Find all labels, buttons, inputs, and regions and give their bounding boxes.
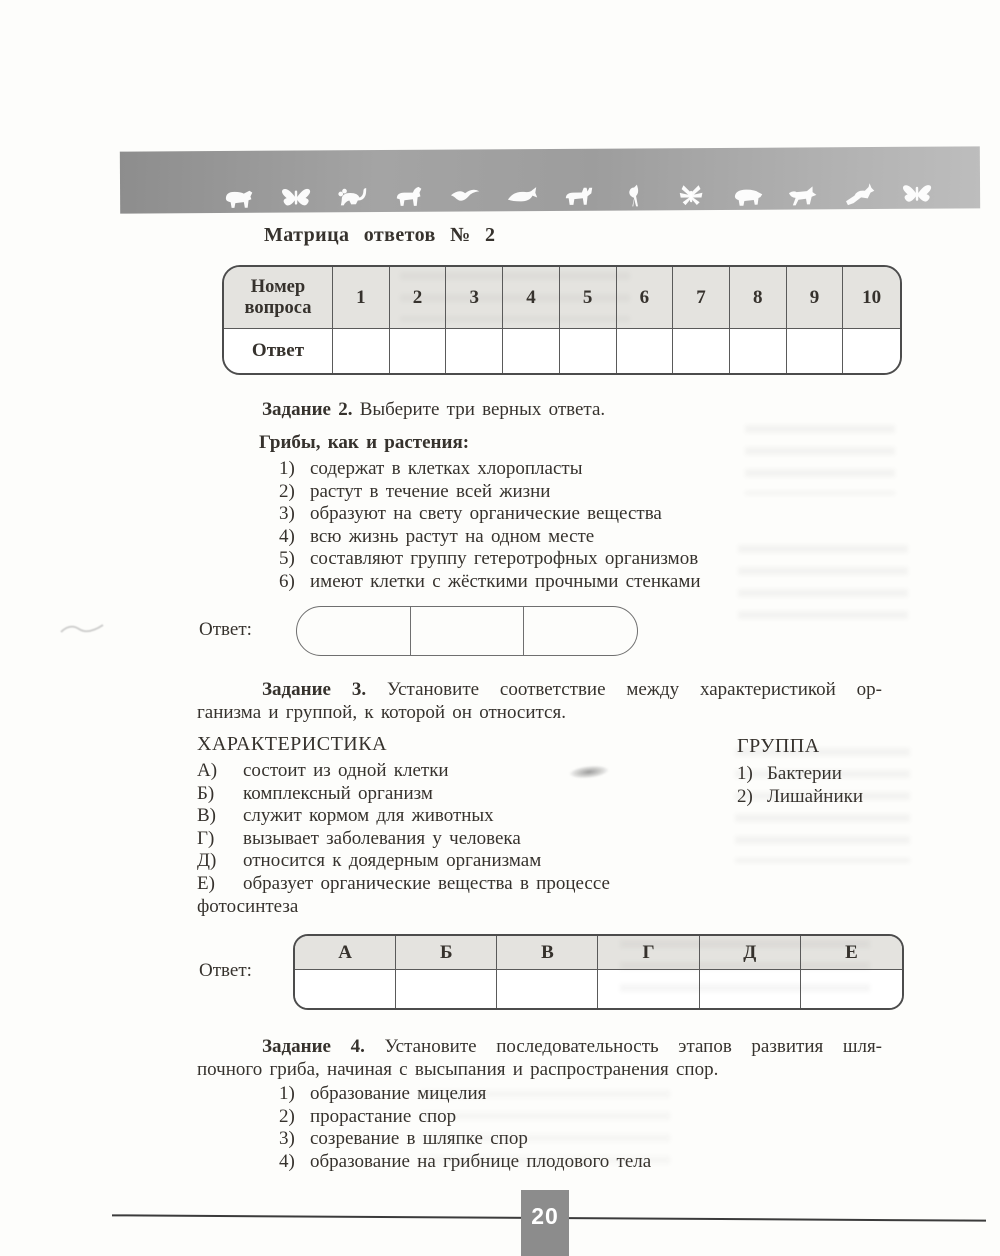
item-text: составляют группу гетеротрофных организмов	[310, 548, 699, 570]
item-text: имеют клетки с жёсткими прочными стенками	[310, 570, 701, 592]
answer-cell	[396, 970, 497, 1008]
list-item	[279, 526, 701, 549]
item-number: 6)	[279, 570, 295, 592]
matrix-answer-cell	[560, 329, 617, 373]
item-text: растут в течение всей жизни	[310, 480, 551, 502]
list-item	[279, 571, 701, 594]
bleed-through-artifact	[400, 272, 630, 322]
item-number: 2)	[737, 785, 753, 807]
matrix-column-header: 1	[333, 267, 390, 329]
item-number: 3)	[279, 503, 295, 525]
matrix-answer-cell	[333, 329, 390, 373]
page-number-tab	[521, 1190, 569, 1256]
scorpion-icon	[335, 185, 369, 210]
task4-heading-line1	[262, 1036, 882, 1058]
characteristic-item	[197, 873, 610, 896]
task2-answer-box	[296, 606, 638, 656]
matrix-title: Матрица ответов № 2	[264, 224, 496, 246]
boar-icon	[731, 183, 765, 208]
group-column-header: ГРУППА	[737, 735, 820, 757]
crane-icon	[618, 183, 652, 208]
matrix-column-header: 10	[843, 267, 900, 329]
matrix-column-header: 8	[730, 267, 787, 329]
item-number: 5)	[279, 548, 295, 570]
matrix-answer-cell	[730, 329, 787, 373]
item-letter: В)	[197, 805, 216, 827]
matrix-answer-cell	[843, 329, 900, 373]
task3-answer-label: Ответ:	[199, 960, 252, 981]
butterfly-icon	[900, 182, 934, 207]
item-number: 1)	[279, 458, 295, 479]
item-letter: Д)	[197, 850, 217, 872]
characteristic-item	[197, 760, 610, 783]
matrix-column-header: 2	[390, 267, 447, 329]
pencil-mark	[58, 618, 108, 640]
bleed-through-artifact	[738, 545, 908, 630]
matrix-header-label	[224, 267, 333, 329]
answer-column-header: Е	[801, 936, 902, 970]
item-text: созревание в шляпке спор	[310, 1128, 528, 1150]
bleed-through-artifact	[735, 748, 910, 863]
item-text: Бактерии	[767, 763, 842, 784]
item-text: служит кормом для животных	[243, 805, 494, 827]
task3-label: Задание 3.	[262, 679, 367, 700]
item-text: образует органические вещества в процессе	[243, 872, 610, 894]
matrix-answer-cell	[390, 329, 447, 373]
item-text: относится к доядерным организмам	[243, 850, 542, 872]
item-text: комплексный организм	[243, 782, 433, 804]
matrix-header-label-line2: вопроса	[244, 297, 312, 318]
item-letter: Г)	[197, 827, 215, 849]
task2-answer-label: Ответ:	[199, 619, 252, 640]
item-letter: Б)	[197, 782, 215, 804]
characteristic-item	[197, 850, 610, 873]
task4-heading-line2: почного гриба, начиная с высыпания и распространения спор.	[197, 1059, 719, 1080]
task2-subtitle: Грибы, как и растения:	[259, 432, 470, 453]
item-number: 2)	[279, 480, 295, 502]
tern-icon	[448, 184, 482, 209]
answer-column-header: В	[497, 936, 598, 970]
matrix-answer-cell	[617, 329, 674, 373]
answer-column-header: А	[295, 936, 396, 970]
answer-cell	[497, 970, 598, 1008]
horse-icon	[392, 185, 426, 210]
whale-icon	[505, 184, 539, 209]
item-number: 1)	[737, 763, 753, 784]
bleed-through-artifact	[420, 1090, 670, 1165]
matrix-column-header: 4	[503, 267, 560, 329]
gazelle-icon	[844, 182, 878, 207]
characteristic-item	[197, 805, 610, 828]
task2-label: Задание 2.	[262, 399, 353, 420]
bison-icon	[222, 186, 256, 211]
item-text: вызывает заболевания у человека	[243, 827, 521, 849]
list-item	[279, 458, 701, 481]
characteristic-column-header: ХАРАКТЕРИСТИКА	[197, 733, 388, 755]
answer-cell-divider	[523, 607, 524, 655]
item-text: содержат в клетках хлоропласты	[310, 458, 583, 479]
list-item	[279, 481, 701, 504]
fox-icon	[787, 182, 821, 207]
list-item	[279, 503, 701, 526]
moth-icon	[674, 183, 708, 208]
item-text: состоит из одной клетки	[243, 760, 449, 781]
item-letter: А)	[197, 760, 218, 781]
chapter-decor-band	[120, 146, 980, 213]
moose-icon	[561, 184, 595, 209]
item-number: 1)	[279, 1083, 295, 1104]
item-letter: Е)	[197, 872, 215, 894]
task4-heading-text: Установите последовательность этапов развития шля-	[384, 1036, 883, 1057]
characteristic-item	[197, 783, 610, 806]
matrix-column-header: 3	[446, 267, 503, 329]
item-number: 2)	[279, 1105, 295, 1127]
task3-heading-line1	[262, 679, 882, 701]
answer-column-header: Б	[396, 936, 497, 970]
matrix-column-header: 6	[617, 267, 674, 329]
item-number: 3)	[279, 1128, 295, 1150]
task2-instruction: Выберите три верных ответа.	[359, 399, 606, 420]
task3-heading-line2: ганизма и группой, к которой он относится.	[197, 702, 566, 723]
list-item	[279, 548, 701, 571]
matrix-row-label: Ответ	[224, 329, 333, 373]
bleed-through-artifact	[745, 425, 895, 495]
item-text: образование на грибнице плодового тела	[310, 1150, 652, 1172]
characteristic-item	[197, 828, 610, 851]
task4-label: Задание 4.	[262, 1036, 365, 1057]
answer-column-header: Д	[700, 936, 801, 970]
item-text: образуют на свету органические вещества	[310, 503, 662, 525]
item-text: образование мицелия	[310, 1083, 487, 1104]
matrix-answer-cell	[673, 329, 730, 373]
butterfly-icon	[279, 185, 313, 210]
answer-cell-divider	[410, 607, 411, 655]
page-number: 20	[531, 1203, 559, 1229]
answer-column-header: Г	[598, 936, 699, 970]
item-text: всю жизнь растут на одном месте	[310, 525, 595, 547]
matrix-answer-cell	[503, 329, 560, 373]
matrix-answer-cell	[787, 329, 844, 373]
bleed-through-artifact	[620, 940, 870, 995]
matrix-answer-cell	[446, 329, 503, 373]
matrix-column-header: 9	[787, 267, 844, 329]
task2-heading	[262, 399, 605, 421]
item-number: 4)	[279, 525, 295, 547]
matrix-column-header: 7	[673, 267, 730, 329]
answer-cell	[295, 970, 396, 1008]
matrix-header-label-line1: Номер	[250, 276, 306, 297]
task3-heading-text: Установите соответствие между характеристикой ор-	[386, 679, 883, 700]
matrix-column-header: 5	[560, 267, 617, 329]
characteristic-item-wrap: фотосинтеза	[197, 895, 299, 917]
item-text: Лишайники	[767, 785, 864, 807]
animal-silhouettes-row	[222, 182, 934, 211]
item-text: прорастание спор	[310, 1105, 457, 1127]
item-number: 4)	[279, 1150, 295, 1172]
task2-options	[279, 458, 701, 594]
task3-characteristics	[197, 760, 610, 918]
